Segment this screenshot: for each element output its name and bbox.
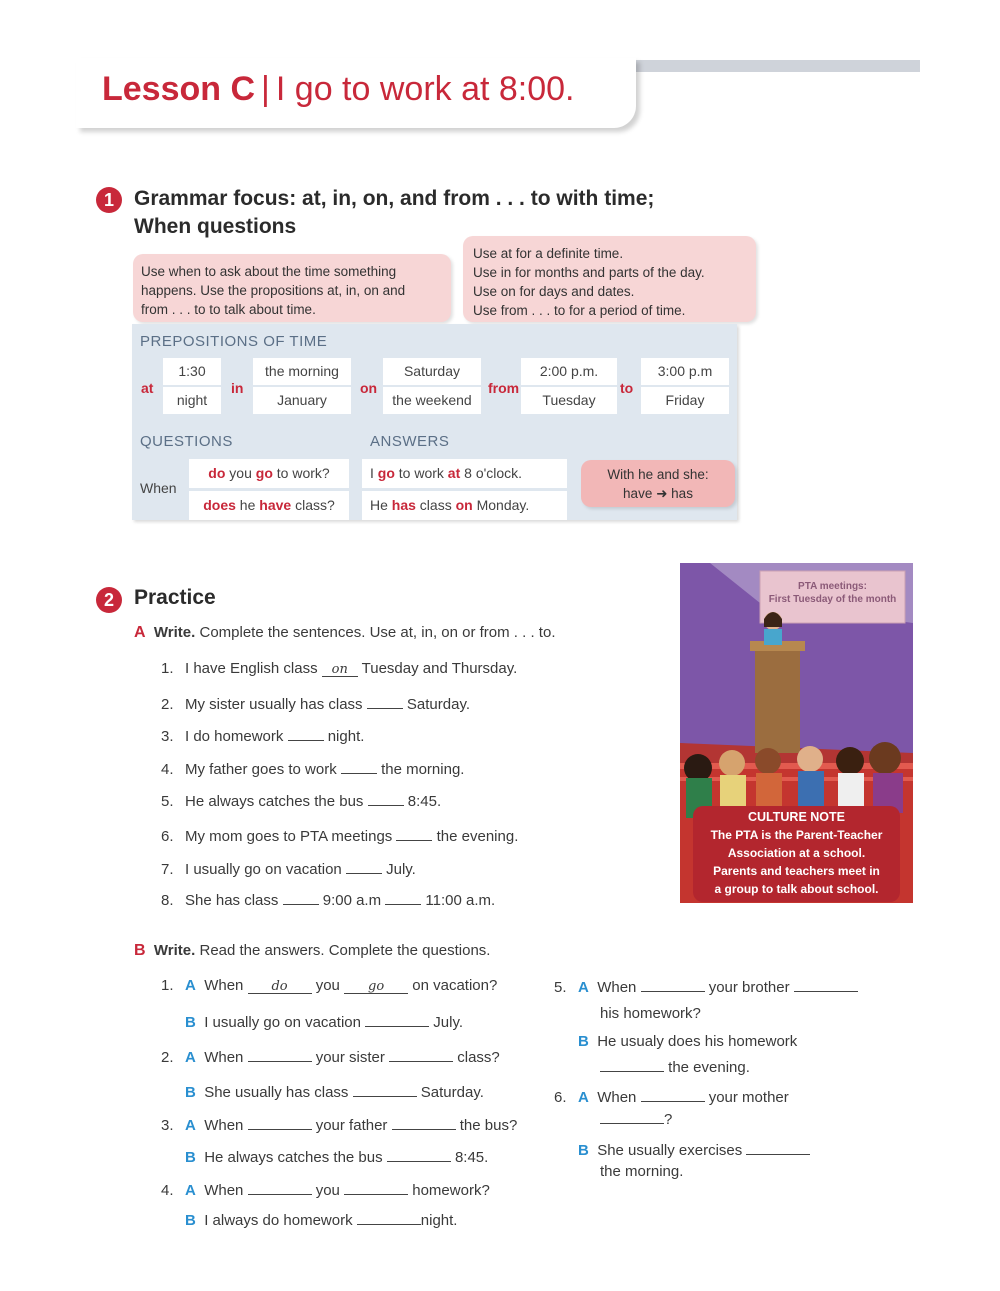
item-text: When [204,1182,248,1199]
question-2 [189,491,349,520]
answer-blank[interactable] [248,1047,312,1062]
item-number: 2. [161,1049,174,1066]
item-text: 8:45. [450,1149,489,1166]
item-text: July. [381,861,416,878]
speaker-a: A [185,1182,196,1199]
note-when-line: Use when to ask about the time something [141,264,397,279]
item-number: 5. [554,979,567,996]
a-prep: on [455,497,473,513]
answer-blank[interactable] [794,977,858,992]
prep-cell: 1:30 [163,358,221,385]
item-text: I do homework [185,728,288,745]
instruction-bold: Write. [153,942,196,959]
q-text: you [225,465,256,481]
prep-cell: January [253,387,351,414]
answer-blank[interactable]: do [248,979,312,994]
prep-label-to: to [620,380,634,396]
part-b-q6-a2 [600,1109,672,1128]
q-text: he [235,497,260,513]
a-text: 8 o'clock. [460,465,523,481]
item-text: When [204,977,248,994]
answer-blank[interactable] [641,977,705,992]
prepositions-heading: PREPOSITIONS OF TIME [140,333,328,350]
item-number: 1. [161,660,174,677]
note-prep-line: Use in for months and parts of the day. [473,265,705,280]
part-b-q6-b [578,1140,810,1159]
q-text: to work? [272,465,330,481]
item-text: When [597,1089,641,1106]
answer-1 [362,459,567,488]
part-b-q1-a [161,977,497,994]
pta-sign-line2: First Tuesday of the month [768,594,897,605]
he-she-have: have [623,486,653,501]
q-verb: have [259,497,292,513]
he-she-note [581,460,735,507]
item-text: night. [420,1212,458,1229]
answer-blank[interactable] [288,726,324,741]
prep-cell: the morning [253,358,351,385]
answer-blank[interactable] [341,759,377,774]
part-a-item [161,826,518,845]
culture-note [693,806,900,902]
item-text: the evening. [432,828,519,845]
item-number: 3. [161,728,174,745]
prep-label-at: at [141,380,154,396]
answer-blank[interactable] [392,1115,456,1130]
a-verb: go [377,465,395,481]
q-aux: does [203,497,236,513]
question-1 [189,459,349,488]
answer-blank[interactable] [344,1180,408,1195]
arrow-icon: ➜ [656,486,668,501]
part-b-instruction [134,942,490,960]
prep-cell: the weekend [383,387,481,414]
item-text: I usually go on vacation [204,1014,366,1031]
answer-blank[interactable] [746,1140,810,1155]
part-a-item [161,660,517,677]
item-text: the evening. [664,1059,750,1076]
part-b-q5-a2: his homework? [600,1005,701,1022]
note-prep-line: Use from . . . to for a period of time. [473,303,686,318]
note-prepositions [463,236,756,322]
prep-label-on: on [360,380,378,396]
section-1-title-line2: When questions [134,215,297,238]
prep-cell: night [163,387,221,414]
part-b-q5-a [554,977,858,996]
answer-blank[interactable] [396,826,432,841]
culture-note-line: Association at a school. [727,846,866,860]
speaker-a: A [578,979,589,996]
a-verb: has [391,497,416,513]
speaker-b: B [578,1142,589,1159]
part-b-q5-b2 [600,1057,750,1076]
questions-heading: QUESTIONS [140,433,233,450]
answer-blank[interactable] [248,1115,312,1130]
answer-2 [362,491,567,520]
item-text: Saturday. [416,1084,484,1101]
item-text: He always catches the bus [185,793,368,810]
lesson-label: Lesson C [102,70,256,108]
answer-blank[interactable] [641,1087,705,1102]
speaker-b: B [185,1014,196,1031]
section-1-title-line1: Grammar focus: at, in, on, and from . . . to with time; [134,187,655,210]
item-text: She usually has class [204,1084,353,1101]
instruction-text: Read the answers. Complete the questions. [195,942,491,959]
pta-sign-line1: PTA meetings: [798,581,867,592]
item-text: 9:00 a.m [318,892,386,909]
a-text: I [370,465,378,481]
item-text: your father [311,1117,392,1134]
part-a-item [161,791,441,810]
part-b-q2-a [161,1047,500,1066]
culture-note-line: a group to talk about school. [714,882,879,896]
he-she-has: has [671,486,693,501]
item-text: homework? [408,1182,490,1199]
speaker-b: B [578,1033,589,1050]
part-a-item [161,890,495,909]
item-number: 2. [161,696,174,713]
answer-blank[interactable] [600,1109,664,1124]
item-text: ? [664,1111,673,1128]
part-b-q1-b [185,1012,463,1031]
item-text: your mother [704,1089,789,1106]
part-b-q4-a [161,1180,490,1199]
speaker-b: B [185,1149,196,1166]
part-b-q2-b [185,1082,484,1101]
item-number: 4. [161,1182,174,1199]
q-text: class? [291,497,335,513]
item-text: When [204,1117,248,1134]
item-number: 6. [161,828,174,845]
q-aux: do [208,465,226,481]
item-text: the morning. [376,761,465,778]
answer-blank[interactable] [600,1057,664,1072]
lesson-heading: I go to work at 8:00. [275,70,575,108]
item-text: She usually exercises [597,1142,747,1159]
part-b-q3-b [185,1147,488,1166]
item-text: on vacation? [408,977,498,994]
a-text: Monday. [472,497,530,513]
answer-blank[interactable] [387,1147,451,1162]
title-separator: | [261,70,270,108]
answer-blank[interactable] [357,1210,421,1225]
answer-blank[interactable] [346,859,382,874]
item-text: I have English class [185,660,322,677]
prep-cell: 2:00 p.m. [521,358,617,385]
speaker-a: A [185,977,196,994]
speaker-a: A [185,1049,196,1066]
item-text: She has class [185,892,283,909]
item-text: My sister usually has class [185,696,367,713]
culture-note-line: The PTA is the Parent-Teacher [710,828,883,842]
item-text: I always do homework [204,1212,357,1229]
item-text: When [597,979,641,996]
item-number: 7. [161,861,174,878]
note-prep-line: Use at for a definite time. [473,246,624,261]
item-text: July. [429,1014,464,1031]
answer-blank[interactable] [367,694,403,709]
part-a-item [161,694,470,713]
answer-blank[interactable] [368,791,404,806]
a-text: He [370,497,392,513]
a-text: to work [394,465,448,481]
prep-cell: Saturday [383,358,481,385]
note-prep-line: Use on for days and dates. [473,284,635,299]
part-b-q5-b [578,1033,797,1050]
header-bar [630,60,920,72]
speaker-a: A [185,1117,196,1134]
part-a-letter: A [134,624,146,641]
he-she-line1: With he and she: [607,467,709,482]
lesson-title [102,70,575,109]
item-text: your sister [311,1049,390,1066]
part-b-letter: B [134,942,146,959]
prep-label-in: in [231,380,244,396]
speaker-b: B [185,1084,196,1101]
item-text: When [204,1049,248,1066]
culture-note-line: Parents and teachers meet in [713,864,880,878]
a-text: class [415,497,456,513]
part-a-instruction [134,624,555,642]
prep-cell: Tuesday [521,387,617,414]
answer-blank[interactable] [248,1180,312,1195]
item-number: 8. [161,892,174,909]
item-number: 5. [161,793,174,810]
item-text: Saturday. [402,696,470,713]
item-text: I usually go on vacation [185,861,346,878]
prep-cell: Friday [641,387,729,414]
answer-blank[interactable]: go [344,979,408,994]
item-number: 3. [161,1117,174,1134]
pta-sign [760,580,905,606]
part-a-item [161,726,364,745]
part-b-q6-b2: the morning. [600,1163,684,1180]
answers-heading: ANSWERS [370,433,450,450]
part-a-item [161,859,416,878]
when-label: When [140,480,177,496]
item-text: He usualy does his homework [597,1033,798,1050]
item-text: class? [453,1049,500,1066]
part-a-item [161,759,464,778]
item-text: My mom goes to PTA meetings [185,828,397,845]
note-when-line: from . . . to to talk about time. [141,302,316,317]
prep-label-from: from [488,380,520,396]
answer-blank[interactable] [365,1012,429,1027]
section-2-number: 2 [96,587,122,613]
item-number: 1. [161,977,174,994]
answer-blank[interactable] [389,1047,453,1062]
note-when-line: happens. Use the propositions at, in, on and [141,283,406,298]
item-number: 6. [554,1089,567,1106]
item-text: your brother [704,979,794,996]
q-verb: go [255,465,273,481]
instruction-text: Complete the sentences. Use at, in, on or from . . . to. [195,624,556,641]
part-b-q3-a [161,1115,517,1134]
item-text: you [311,977,345,994]
section-1-title [134,185,654,241]
culture-note-heading: CULTURE NOTE [748,810,845,824]
section-1-number: 1 [96,187,122,213]
part-b-q4-b [185,1210,457,1229]
section-2-title: Practice [134,586,216,609]
item-text: the bus? [455,1117,518,1134]
answer-blank[interactable]: on [322,662,358,677]
speaker-a: A [578,1089,589,1106]
answer-blank[interactable] [283,890,319,905]
item-text: 11:00 a.m. [421,892,496,909]
item-text: 8:45. [403,793,442,810]
prep-cell: 3:00 p.m [641,358,729,385]
item-number: 4. [161,761,174,778]
item-text: night. [323,728,365,745]
he-she-line2 [581,484,735,503]
note-when [133,254,451,322]
speaker-b: B [185,1212,196,1229]
answer-blank[interactable] [353,1082,417,1097]
instruction-bold: Write. [153,624,196,641]
a-prep: at [447,465,461,481]
item-text: Tuesday and Thursday. [357,660,518,677]
part-b-q6-a [554,1087,789,1106]
item-text: He always catches the bus [204,1149,387,1166]
item-text: you [311,1182,345,1199]
answer-blank[interactable] [385,890,421,905]
item-text: My father goes to work [185,761,341,778]
